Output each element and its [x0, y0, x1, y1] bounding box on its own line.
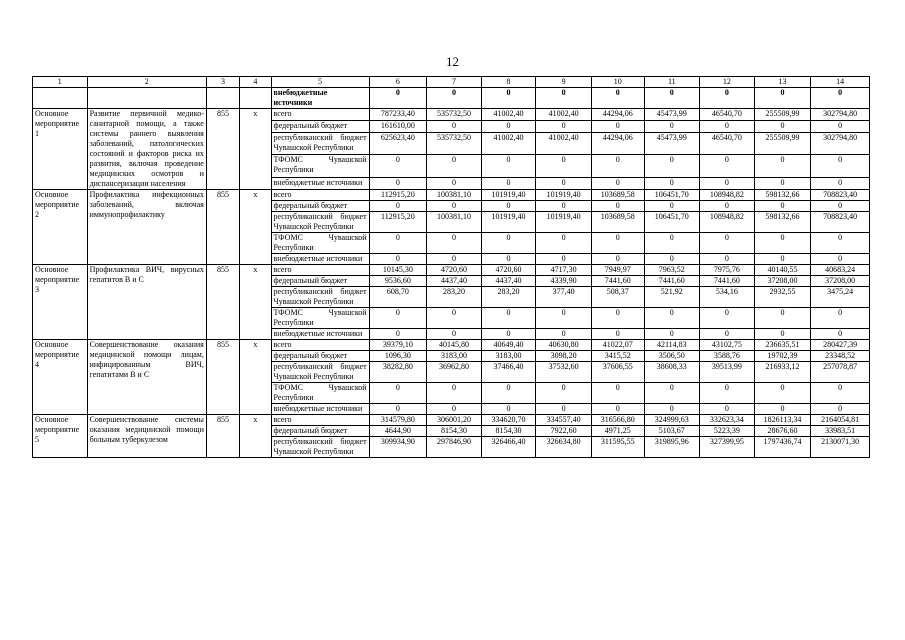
- value-cell: 708823,40: [811, 190, 870, 201]
- value-cell: 0: [481, 178, 536, 190]
- value-cell: 42114,83: [644, 340, 700, 351]
- value-cell: 8154,30: [481, 426, 536, 437]
- activity-label: Основное мероприятие 1: [33, 109, 88, 190]
- value-cell: 0: [811, 201, 870, 212]
- header-cell: 14: [811, 77, 870, 88]
- value-cell: 535732,50: [427, 132, 482, 155]
- value-cell: 0: [427, 178, 482, 190]
- value-cell: 1797436,74: [754, 437, 811, 458]
- value-cell: 0: [811, 178, 870, 190]
- value-cell: 45473,99: [644, 109, 700, 121]
- value-cell: 7949,97: [591, 265, 644, 276]
- value-cell: 106451,70: [644, 190, 700, 201]
- value-cell: 10145,30: [369, 265, 427, 276]
- value-cell: 0: [427, 383, 482, 404]
- value-cell: 0: [700, 155, 755, 178]
- value-cell: 0: [754, 329, 811, 340]
- value-cell: 39379,10: [369, 340, 427, 351]
- value-cell: 0: [369, 88, 427, 109]
- value-cell: 0: [481, 233, 536, 254]
- header-cell: 8: [481, 77, 536, 88]
- value-cell: 3475,24: [811, 287, 870, 308]
- value-cell: 3506,50: [644, 351, 700, 362]
- header-cell: 13: [754, 77, 811, 88]
- value-cell: 40145,80: [427, 340, 482, 351]
- value-cell: 0: [811, 383, 870, 404]
- funding-source: всего: [271, 340, 369, 351]
- value-cell: 0: [536, 254, 592, 265]
- value-cell: 44294,06: [591, 132, 644, 155]
- funding-source: республиканский бюджет Чувашской Республики: [271, 287, 369, 308]
- value-cell: 334557,40: [536, 415, 592, 426]
- funding-source: внебюджетные источники: [271, 88, 369, 109]
- funding-source: федеральный бюджет: [271, 120, 369, 132]
- empty-cell: [33, 88, 88, 109]
- activity-label: Основное мероприятие 5: [33, 415, 88, 458]
- value-cell: 314579,80: [369, 415, 427, 426]
- value-cell: 787233,40: [369, 109, 427, 121]
- value-cell: 257078,87: [811, 362, 870, 383]
- value-cell: 521,92: [644, 287, 700, 308]
- value-cell: 0: [427, 404, 482, 415]
- value-cell: 4437,40: [427, 276, 482, 287]
- value-cell: 534,16: [700, 287, 755, 308]
- funding-source: республиканский бюджет Чувашской Республики: [271, 437, 369, 458]
- budget-table: [32, 76, 870, 458]
- header-cell: 1: [33, 77, 88, 88]
- value-cell: 28676,60: [754, 426, 811, 437]
- value-cell: 0: [644, 329, 700, 340]
- x-mark: x: [240, 415, 271, 458]
- value-cell: 3098,20: [536, 351, 592, 362]
- activity-name: Развитие первичной медико-санитарной помощи, а также системы раннего выявления заболеваний, патологических состояний и факторов риска их развития, включая проведение медицинских осмотров и диспансеризации населения: [87, 109, 206, 190]
- budget-code: 855: [206, 190, 239, 265]
- value-cell: 0: [754, 201, 811, 212]
- value-cell: 4339,90: [536, 276, 592, 287]
- value-cell: 2932,55: [754, 287, 811, 308]
- value-cell: 7441,60: [700, 276, 755, 287]
- value-cell: 4644,90: [369, 426, 427, 437]
- value-cell: 0: [644, 308, 700, 329]
- value-cell: 0: [481, 308, 536, 329]
- activity-name: Совершенствование системы оказания медицинской помощи больным туберкулезом: [87, 415, 206, 458]
- value-cell: 7922,60: [536, 426, 592, 437]
- header-cell: 4: [240, 77, 271, 88]
- value-cell: 708823,40: [811, 212, 870, 233]
- header-cell: 3: [206, 77, 239, 88]
- value-cell: 0: [481, 201, 536, 212]
- value-cell: 23348,52: [811, 351, 870, 362]
- value-cell: 103689,58: [591, 190, 644, 201]
- value-cell: 41002,40: [536, 109, 592, 121]
- value-cell: 608,70: [369, 287, 427, 308]
- value-cell: 9536,60: [369, 276, 427, 287]
- header-cell: 11: [644, 77, 700, 88]
- funding-source: федеральный бюджет: [271, 276, 369, 287]
- value-cell: 0: [591, 329, 644, 340]
- value-cell: 0: [427, 201, 482, 212]
- value-cell: 40140,55: [754, 265, 811, 276]
- value-cell: 2164054,81: [811, 415, 870, 426]
- value-cell: 0: [536, 308, 592, 329]
- value-cell: 0: [754, 308, 811, 329]
- value-cell: 46540,70: [700, 132, 755, 155]
- value-cell: 319895,96: [644, 437, 700, 458]
- value-cell: 112915,20: [369, 212, 427, 233]
- value-cell: 0: [700, 233, 755, 254]
- value-cell: 324999,63: [644, 415, 700, 426]
- value-cell: 3183,00: [481, 351, 536, 362]
- value-cell: 112915,20: [369, 190, 427, 201]
- value-cell: 0: [369, 233, 427, 254]
- funding-source: ТФОМС Чувашской Республики: [271, 233, 369, 254]
- value-cell: 7975,76: [700, 265, 755, 276]
- value-cell: 280427,39: [811, 340, 870, 351]
- value-cell: 37208,00: [811, 276, 870, 287]
- value-cell: 0: [591, 155, 644, 178]
- funding-source: внебюджетные источники: [271, 178, 369, 190]
- budget-code: 855: [206, 340, 239, 415]
- value-cell: 326634,80: [536, 437, 592, 458]
- table-row: [33, 340, 870, 351]
- value-cell: 0: [700, 308, 755, 329]
- value-cell: 0: [811, 308, 870, 329]
- value-cell: 3415,52: [591, 351, 644, 362]
- value-cell: 0: [369, 404, 427, 415]
- value-cell: 625623,40: [369, 132, 427, 155]
- table-row: [33, 109, 870, 121]
- value-cell: 44294,06: [591, 109, 644, 121]
- value-cell: 43102,75: [700, 340, 755, 351]
- funding-source: внебюджетные источники: [271, 254, 369, 265]
- value-cell: 33983,51: [811, 426, 870, 437]
- value-cell: 0: [427, 308, 482, 329]
- value-cell: 0: [427, 233, 482, 254]
- value-cell: 0: [754, 88, 811, 109]
- value-cell: 1826113,34: [754, 415, 811, 426]
- value-cell: 302794,80: [811, 109, 870, 121]
- value-cell: 0: [811, 155, 870, 178]
- value-cell: 41022,07: [591, 340, 644, 351]
- value-cell: 0: [481, 329, 536, 340]
- value-cell: 100381,10: [427, 190, 482, 201]
- value-cell: 41002,40: [481, 132, 536, 155]
- value-cell: 7441,60: [591, 276, 644, 287]
- funding-source: федеральный бюджет: [271, 426, 369, 437]
- value-cell: 0: [369, 155, 427, 178]
- value-cell: 19702,39: [754, 351, 811, 362]
- value-cell: 0: [811, 329, 870, 340]
- value-cell: 0: [811, 404, 870, 415]
- value-cell: 4971,25: [591, 426, 644, 437]
- empty-cell: [87, 88, 206, 109]
- value-cell: 0: [811, 254, 870, 265]
- budget-code: 855: [206, 265, 239, 340]
- value-cell: 0: [369, 308, 427, 329]
- value-cell: 326466,40: [481, 437, 536, 458]
- header-cell: 12: [700, 77, 755, 88]
- value-cell: 0: [427, 329, 482, 340]
- funding-source: республиканский бюджет Чувашской Республики: [271, 212, 369, 233]
- value-cell: 0: [369, 383, 427, 404]
- value-cell: 1096,30: [369, 351, 427, 362]
- value-cell: 8154,30: [427, 426, 482, 437]
- value-cell: 598132,66: [754, 190, 811, 201]
- value-cell: 0: [811, 233, 870, 254]
- value-cell: 0: [369, 178, 427, 190]
- value-cell: 0: [536, 201, 592, 212]
- value-cell: 216933,12: [754, 362, 811, 383]
- value-cell: 38608,33: [644, 362, 700, 383]
- value-cell: 255509,99: [754, 132, 811, 155]
- value-cell: 598132,66: [754, 212, 811, 233]
- value-cell: 309934,90: [369, 437, 427, 458]
- value-cell: 0: [591, 178, 644, 190]
- value-cell: 332623,34: [700, 415, 755, 426]
- funding-source: федеральный бюджет: [271, 201, 369, 212]
- value-cell: 0: [427, 120, 482, 132]
- table-row: [33, 415, 870, 426]
- header-cell: 10: [591, 77, 644, 88]
- value-cell: 0: [811, 88, 870, 109]
- value-cell: 7441,60: [644, 276, 700, 287]
- value-cell: 0: [536, 329, 592, 340]
- value-cell: 0: [754, 404, 811, 415]
- value-cell: 0: [700, 120, 755, 132]
- value-cell: 106451,70: [644, 212, 700, 233]
- value-cell: 3588,76: [700, 351, 755, 362]
- value-cell: 0: [591, 120, 644, 132]
- funding-source: внебюджетные источники: [271, 404, 369, 415]
- value-cell: 0: [369, 201, 427, 212]
- budget-code: 855: [206, 415, 239, 458]
- value-cell: 4437,40: [481, 276, 536, 287]
- value-cell: 0: [644, 404, 700, 415]
- value-cell: 302794,80: [811, 132, 870, 155]
- value-cell: 0: [427, 254, 482, 265]
- value-cell: 46540,70: [700, 109, 755, 121]
- value-cell: 101919,40: [536, 212, 592, 233]
- value-cell: 0: [369, 254, 427, 265]
- value-cell: 0: [481, 155, 536, 178]
- value-cell: 0: [644, 178, 700, 190]
- value-cell: 0: [754, 233, 811, 254]
- continuation-row: [33, 88, 870, 109]
- activity-name: Профилактика инфекционных заболеваний, включая иммунопрофилактику: [87, 190, 206, 265]
- activity-label: Основное мероприятие 2: [33, 190, 88, 265]
- value-cell: 0: [591, 233, 644, 254]
- value-cell: 0: [644, 383, 700, 404]
- x-mark: x: [240, 109, 271, 190]
- value-cell: 37606,55: [591, 362, 644, 383]
- funding-source: всего: [271, 265, 369, 276]
- funding-source: внебюджетные источники: [271, 329, 369, 340]
- value-cell: 0: [644, 120, 700, 132]
- activity-label: Основное мероприятие 3: [33, 265, 88, 340]
- value-cell: 2130071,30: [811, 437, 870, 458]
- value-cell: 0: [536, 233, 592, 254]
- value-cell: 100381,10: [427, 212, 482, 233]
- value-cell: 0: [644, 201, 700, 212]
- value-cell: 0: [644, 88, 700, 109]
- value-cell: 311595,55: [591, 437, 644, 458]
- value-cell: 36962,80: [427, 362, 482, 383]
- value-cell: 0: [700, 88, 755, 109]
- value-cell: 40683,24: [811, 265, 870, 276]
- value-cell: 327399,95: [700, 437, 755, 458]
- value-cell: 334620,70: [481, 415, 536, 426]
- empty-cell: [206, 88, 239, 109]
- value-cell: 5223,39: [700, 426, 755, 437]
- value-cell: 508,37: [591, 287, 644, 308]
- value-cell: 0: [754, 254, 811, 265]
- value-cell: 40630,80: [536, 340, 592, 351]
- header-cell: 2: [87, 77, 206, 88]
- funding-source: ТФОМС Чувашской Республики: [271, 155, 369, 178]
- value-cell: 0: [536, 383, 592, 404]
- value-cell: 0: [591, 254, 644, 265]
- value-cell: 4717,30: [536, 265, 592, 276]
- value-cell: 0: [591, 88, 644, 109]
- value-cell: 316566,80: [591, 415, 644, 426]
- value-cell: 41002,40: [481, 109, 536, 121]
- value-cell: 7963,52: [644, 265, 700, 276]
- value-cell: 0: [536, 155, 592, 178]
- value-cell: 108948,82: [700, 190, 755, 201]
- value-cell: 0: [427, 155, 482, 178]
- value-cell: 535732,50: [427, 109, 482, 121]
- value-cell: 103689,58: [591, 212, 644, 233]
- value-cell: 38282,80: [369, 362, 427, 383]
- x-mark: x: [240, 340, 271, 415]
- value-cell: 108948,82: [700, 212, 755, 233]
- value-cell: 101919,40: [481, 190, 536, 201]
- value-cell: 39513,99: [700, 362, 755, 383]
- value-cell: 297846,90: [427, 437, 482, 458]
- empty-cell: [240, 88, 271, 109]
- x-mark: x: [240, 265, 271, 340]
- activity-label: Основное мероприятие 4: [33, 340, 88, 415]
- value-cell: 0: [591, 404, 644, 415]
- value-cell: 4720,60: [427, 265, 482, 276]
- value-cell: 0: [536, 178, 592, 190]
- value-cell: 0: [481, 383, 536, 404]
- value-cell: 101919,40: [481, 212, 536, 233]
- value-cell: 283,20: [427, 287, 482, 308]
- header-cell: 5: [271, 77, 369, 88]
- header-cell: 6: [369, 77, 427, 88]
- table-row: [33, 190, 870, 201]
- value-cell: 0: [591, 201, 644, 212]
- value-cell: 40649,40: [481, 340, 536, 351]
- value-cell: 0: [754, 155, 811, 178]
- value-cell: 37466,40: [481, 362, 536, 383]
- activity-name: Профилактика ВИЧ, вирусных гепатитов В и С: [87, 265, 206, 340]
- budget-code: 855: [206, 109, 239, 190]
- value-cell: 4720,60: [481, 265, 536, 276]
- value-cell: 283,20: [481, 287, 536, 308]
- x-mark: x: [240, 190, 271, 265]
- value-cell: 0: [591, 308, 644, 329]
- table-body: [33, 77, 870, 458]
- value-cell: 0: [481, 88, 536, 109]
- value-cell: 0: [591, 383, 644, 404]
- header-cell: 9: [536, 77, 592, 88]
- value-cell: 37532,60: [536, 362, 592, 383]
- value-cell: 0: [811, 120, 870, 132]
- value-cell: 0: [481, 404, 536, 415]
- value-cell: 0: [644, 155, 700, 178]
- value-cell: 0: [427, 88, 482, 109]
- value-cell: 0: [700, 201, 755, 212]
- value-cell: 306001,20: [427, 415, 482, 426]
- funding-source: всего: [271, 190, 369, 201]
- column-number-row: [33, 77, 870, 88]
- funding-source: всего: [271, 109, 369, 121]
- table-row: [33, 265, 870, 276]
- value-cell: 0: [700, 404, 755, 415]
- funding-source: ТФОМС Чувашской Республики: [271, 308, 369, 329]
- value-cell: 0: [536, 88, 592, 109]
- value-cell: 0: [700, 329, 755, 340]
- header-cell: 7: [427, 77, 482, 88]
- value-cell: 377,40: [536, 287, 592, 308]
- value-cell: 41002,40: [536, 132, 592, 155]
- value-cell: 101919,40: [536, 190, 592, 201]
- value-cell: 0: [754, 383, 811, 404]
- value-cell: 45473,99: [644, 132, 700, 155]
- value-cell: 0: [644, 254, 700, 265]
- value-cell: 0: [700, 383, 755, 404]
- funding-source: республиканский бюджет Чувашской Республики: [271, 362, 369, 383]
- value-cell: 0: [369, 329, 427, 340]
- value-cell: 0: [754, 178, 811, 190]
- funding-source: всего: [271, 415, 369, 426]
- value-cell: 0: [536, 120, 592, 132]
- value-cell: 0: [481, 120, 536, 132]
- value-cell: 0: [700, 254, 755, 265]
- value-cell: 5103,67: [644, 426, 700, 437]
- value-cell: 0: [644, 233, 700, 254]
- funding-source: федеральный бюджет: [271, 351, 369, 362]
- funding-source: республиканский бюджет Чувашской Республики: [271, 132, 369, 155]
- value-cell: 3183,00: [427, 351, 482, 362]
- activity-name: Совершенствование оказания медицинской помощи лицам, инфицированным ВИЧ, гепатитами В и С: [87, 340, 206, 415]
- value-cell: 0: [481, 254, 536, 265]
- value-cell: 161610,00: [369, 120, 427, 132]
- value-cell: 0: [536, 404, 592, 415]
- funding-source: ТФОМС Чувашской Республики: [271, 383, 369, 404]
- value-cell: 37208,00: [754, 276, 811, 287]
- value-cell: 0: [700, 178, 755, 190]
- value-cell: 236635,51: [754, 340, 811, 351]
- value-cell: 255509,99: [754, 109, 811, 121]
- page-number: 12: [446, 54, 459, 69]
- value-cell: 0: [754, 120, 811, 132]
